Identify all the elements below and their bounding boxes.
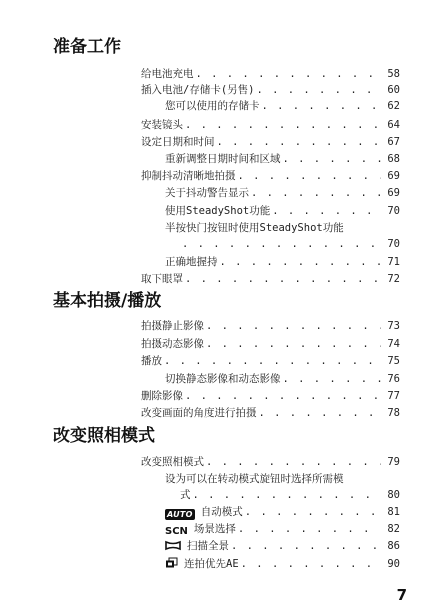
leader-dots [262, 98, 382, 114]
toc-entry-label: 改变画面的角度进行拍摄 [141, 407, 257, 419]
toc-entry-label-with-icon [165, 538, 229, 556]
toc-entry-label: 改变照相模式 [141, 456, 204, 468]
toc-page-number: 74 [387, 338, 400, 350]
leader-dots [283, 151, 382, 167]
toc-page-number: 73 [387, 320, 400, 332]
toc-page-number: 60 [387, 84, 400, 96]
toc-entry-label: 删除影像 [141, 390, 183, 402]
toc-page-number: 71 [387, 256, 400, 268]
sweep-panorama-icon [165, 540, 181, 556]
leader-dots [164, 353, 381, 369]
toc-entry-label: 抑制抖动清晰地拍摄 [141, 170, 236, 182]
leader-dots [185, 117, 381, 133]
toc-page-number: 80 [387, 489, 400, 501]
toc-subentry-continuation[interactable] [180, 236, 400, 252]
toc-entry-label: 正确地握持 [165, 256, 218, 268]
toc-subentry[interactable] [165, 151, 400, 167]
leader-dots [206, 454, 381, 470]
toc-page-number: 70 [387, 238, 400, 250]
leader-dots [259, 405, 382, 421]
auto-mode-icon: AUTO [167, 510, 193, 519]
toc-entry-label: 扫描全景 [187, 540, 229, 552]
toc-page-number: 76 [387, 373, 400, 385]
toc-subentry-label-wrapped[interactable]: 半按快门按钮时使用SteadyShot功能 [165, 222, 344, 234]
toc-entry-label: 安装镜头 [141, 119, 183, 131]
page-number: 7 [396, 586, 407, 604]
toc-subentry[interactable] [165, 203, 400, 219]
toc-entry-label: 连拍优先AE [184, 558, 239, 570]
toc-entry[interactable] [141, 271, 400, 287]
toc-entry[interactable] [141, 82, 400, 98]
leader-dots [245, 504, 381, 520]
leader-dots [238, 168, 382, 184]
leader-dots [193, 487, 382, 503]
toc-subentry-label-wrapped[interactable]: 设为可以在转动模式旋钮时选择所需模 [165, 473, 344, 485]
toc-page-number: 78 [387, 407, 400, 419]
section-title-preparation: 准备工作 [53, 37, 121, 57]
leader-dots [206, 318, 381, 334]
toc-entry-label: 拍摄动态影像 [141, 338, 204, 350]
toc-entry-label: 播放 [141, 355, 162, 367]
toc-page-number: 75 [387, 355, 400, 367]
toc-page-number: 69 [387, 170, 400, 182]
leader-dots [238, 521, 381, 537]
scn-mode-icon: SCN [165, 526, 188, 537]
toc-entry-label-with-icon [165, 504, 243, 520]
toc-entry-label: 取下眼罩 [141, 273, 183, 285]
toc-subentry[interactable] [165, 538, 400, 554]
toc-page-number: 72 [387, 273, 400, 285]
toc-entry[interactable] [141, 134, 400, 150]
toc-entry-label: 设定日期和时间 [141, 136, 215, 148]
toc-page-number: 62 [387, 100, 400, 112]
toc-entry[interactable] [141, 117, 400, 133]
toc-entry-label: 式 [180, 489, 191, 501]
toc-page-number: 67 [387, 136, 400, 148]
leader-dots [206, 336, 381, 352]
toc-subentry[interactable] [165, 185, 400, 201]
toc-page-number: 58 [387, 68, 400, 80]
toc-entry[interactable] [141, 454, 400, 470]
toc-subentry-continuation[interactable] [180, 487, 400, 503]
toc-entry[interactable] [141, 168, 400, 184]
leader-dots [283, 371, 382, 387]
toc-page-number: 82 [387, 523, 400, 535]
toc-entry-label: 使用SteadyShot功能 [165, 205, 271, 217]
leader-dots [256, 82, 381, 98]
toc-entry-label: 重新调整日期时间和区域 [165, 153, 281, 165]
toc-page-number: 69 [387, 187, 400, 199]
leader-dots [272, 203, 381, 219]
toc-entry-label: 关于抖动警告显示 [165, 187, 249, 199]
toc-subentry[interactable] [165, 98, 400, 114]
toc-subentry[interactable] [165, 371, 400, 387]
toc-page-number: 81 [387, 506, 400, 518]
toc-entry-label: 您可以使用的存储卡 [165, 100, 260, 112]
leader-dots [217, 134, 382, 150]
toc-entry-label: 给电池充电 [141, 68, 194, 80]
toc-page-number: 90 [387, 558, 400, 570]
toc-subentry[interactable] [165, 556, 400, 572]
toc-entry[interactable] [141, 66, 400, 82]
toc-entry[interactable] [141, 353, 400, 369]
toc-entry[interactable] [141, 318, 400, 334]
leader-dots [182, 236, 381, 252]
toc-entry-label-with-icon [165, 521, 236, 537]
toc-entry-label: 拍摄静止影像 [141, 320, 204, 332]
leader-dots [220, 254, 382, 270]
toc-page-number: 68 [387, 153, 400, 165]
toc-subentry[interactable] [165, 521, 400, 537]
toc-page-number: 77 [387, 390, 400, 402]
toc-entry[interactable] [141, 336, 400, 352]
leader-dots [251, 185, 381, 201]
toc-page-number: 79 [387, 456, 400, 468]
section-title-change-shooting-mode: 改变照相模式 [53, 426, 155, 446]
toc-entry-label: 插入电池/存储卡(另售) [141, 84, 255, 96]
leader-dots [241, 556, 381, 572]
toc-entry[interactable] [141, 405, 400, 421]
leader-dots [185, 388, 381, 404]
toc-page-number: 64 [387, 119, 400, 131]
toc-entry-label: 切换静态影像和动态影像 [165, 373, 281, 385]
toc-page-number: 70 [387, 205, 400, 217]
toc-subentry[interactable] [165, 504, 400, 520]
continuous-priority-ae-icon [165, 557, 178, 574]
toc-page-number: 86 [387, 540, 400, 552]
toc-subentry[interactable] [165, 254, 400, 270]
leader-dots [196, 66, 382, 82]
toc-entry[interactable] [141, 388, 400, 404]
leader-dots [231, 538, 381, 554]
toc-entry-label-with-icon [165, 556, 239, 574]
toc-entry-label: 自动模式 [200, 506, 243, 518]
section-title-basic-shooting-playback: 基本拍摄/播放 [53, 291, 162, 311]
leader-dots [185, 271, 381, 287]
toc-entry-label: 场景选择 [193, 523, 236, 535]
